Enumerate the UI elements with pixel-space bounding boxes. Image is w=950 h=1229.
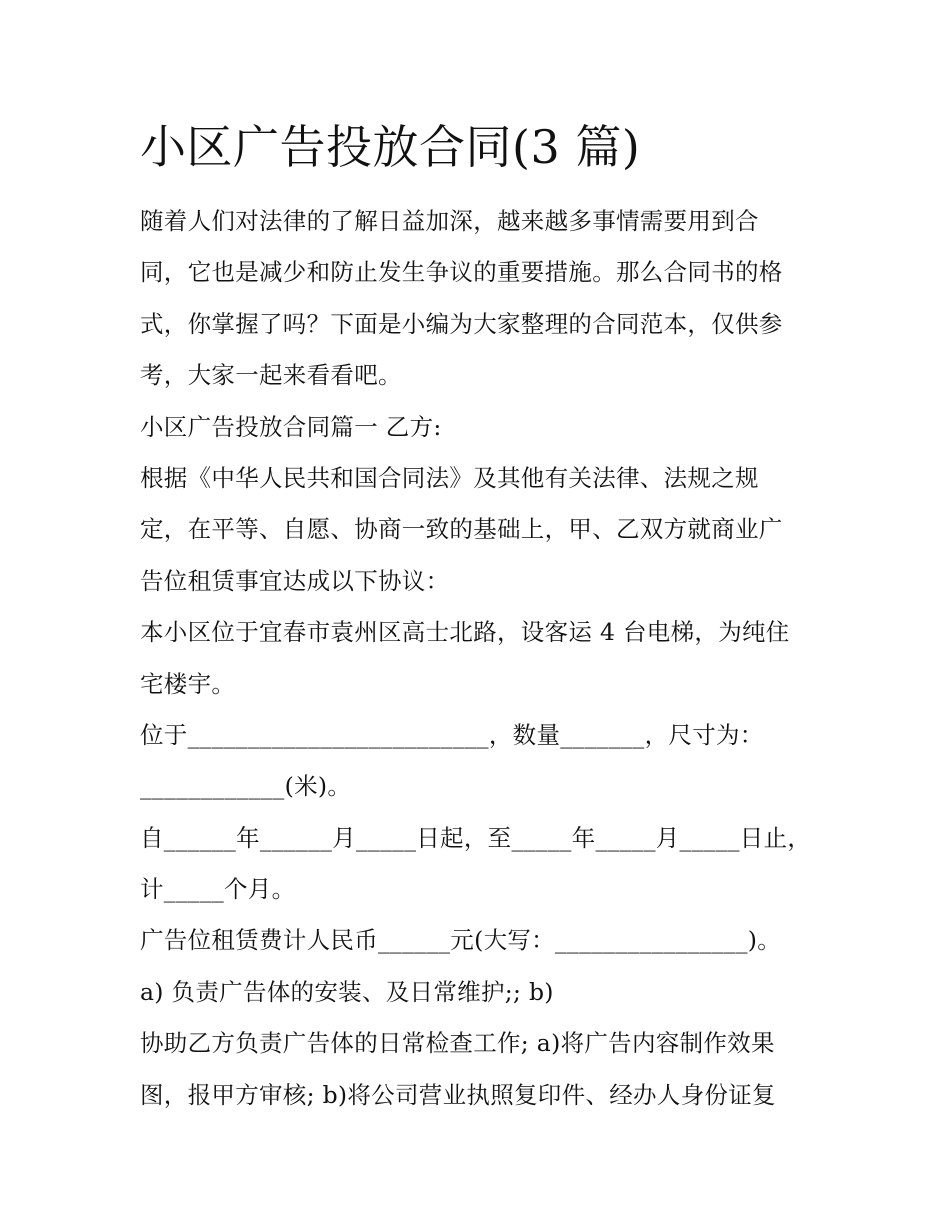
basis-line-2: 定，在平等、自愿、协商一致的基础上，甲、乙双方就商业广 <box>140 515 783 544</box>
intro-line-1: 随着人们对法律的了解日益加深，越来越多事情需要用到合 <box>140 207 759 235</box>
document-body <box>140 196 820 1121</box>
months-line: 计_____个月。 <box>140 875 296 904</box>
intro-line-2: 同，它也是减少和防止发生争议的重要措施。那么合同书的格 <box>140 258 783 287</box>
basis-line-1: 根据《中华人民共和国合同法》及其他有关法律、法规之规 <box>140 463 759 492</box>
location-line-2: 宅楼宇。 <box>140 669 236 698</box>
basis-line-3: 告位租赁事宜达成以下协议： <box>140 566 450 595</box>
size-line: ____________(米)。 <box>140 772 352 801</box>
document-title: 小区广告投放合同(3 篇) <box>140 120 641 174</box>
intro-line-3: 式，你掌握了吗？下面是小编为大家整理的合同范本，仅供参 <box>140 309 783 338</box>
document-page <box>140 0 820 1229</box>
intro-line-4: 考，大家一起来看看吧。 <box>140 361 402 390</box>
duty-line-3: 图，报甲方审核; b)将公司营业执照复印件、经办人身份证复 <box>140 1080 776 1109</box>
position-line: 位于_________________________，数量_______，尺寸为： <box>140 720 764 749</box>
duty-line-1: a) 负责广告体的安装、及日常维护;; b) <box>140 977 554 1006</box>
fee-line: 广告位租赁费计人民币______元(大写：________________)。 <box>140 926 782 955</box>
location-line-1: 本小区位于宜春市袁州区高士北路，设客运 4 台电梯，为纯住 <box>140 618 790 647</box>
period-line: 自______年______月_____日起，至_____年_____月_____日止， <box>140 823 812 852</box>
section-heading: 小区广告投放合同篇一 乙方: <box>140 412 442 441</box>
duty-line-2: 协助乙方负责广告体的日常检查工作; a)将广告内容制作效果 <box>140 1029 775 1058</box>
